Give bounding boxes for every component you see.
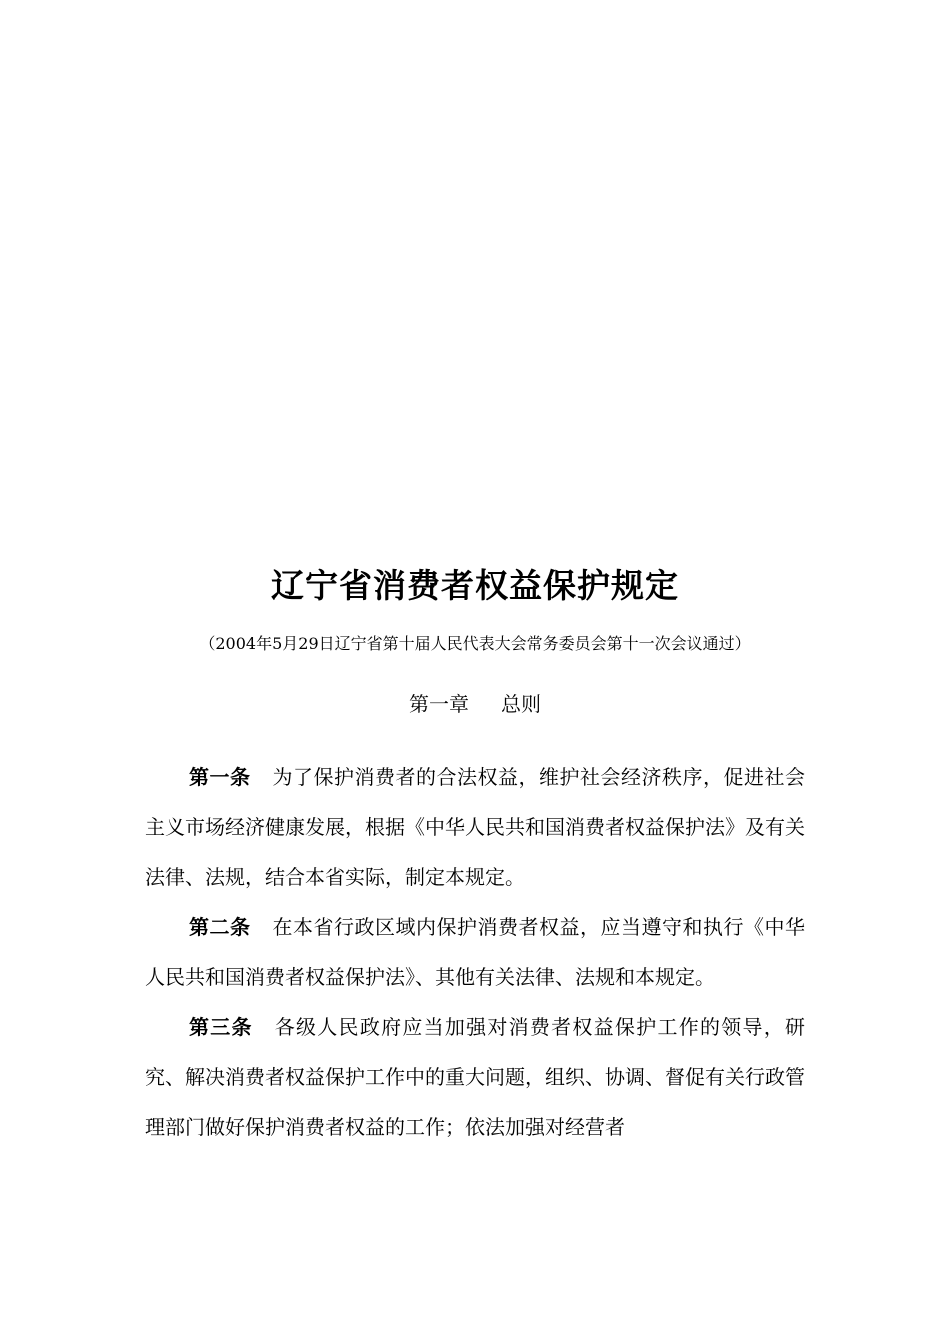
article-text: 各级人民政府应当加强对消费者权益保护工作的领导，研究、解决消费者权益保护工作中的重大问题，组织、协调、督促有关行政管理部门做好保护消费者权益的工作；依法加强对经营者 [145, 1015, 806, 1139]
article-text: 在本省行政区域内保护消费者权益，应当遵守和执行《中华人民共和国消费者权益保护法》、其他有关法律、法规和本规定。 [145, 915, 805, 989]
chapter-heading [0, 688, 950, 720]
document-title: 辽宁省消费者权益保护规定 [271, 566, 679, 605]
chapter-name: 总则 [501, 692, 541, 716]
article-paragraph [145, 902, 805, 1002]
document-subtitle: （2004年5月29日辽宁省第十届人民代表大会常务委员会第十一次会议通过） [199, 634, 751, 653]
article-paragraph [145, 752, 805, 902]
article-paragraph [145, 1002, 805, 1152]
article-label: 第一条 [189, 765, 251, 789]
article-text: 为了保护消费者的合法权益，维护社会经济秩序，促进社会主义市场经济健康发展，根据《中华人民共和国消费者权益保护法》及有关法律、法规，结合本省实际，制定本规定。 [145, 765, 805, 889]
chapter-number: 第一章 [409, 692, 469, 716]
document-body [145, 752, 805, 1152]
article-label: 第二条 [189, 915, 251, 939]
article-label: 第三条 [189, 1015, 253, 1039]
